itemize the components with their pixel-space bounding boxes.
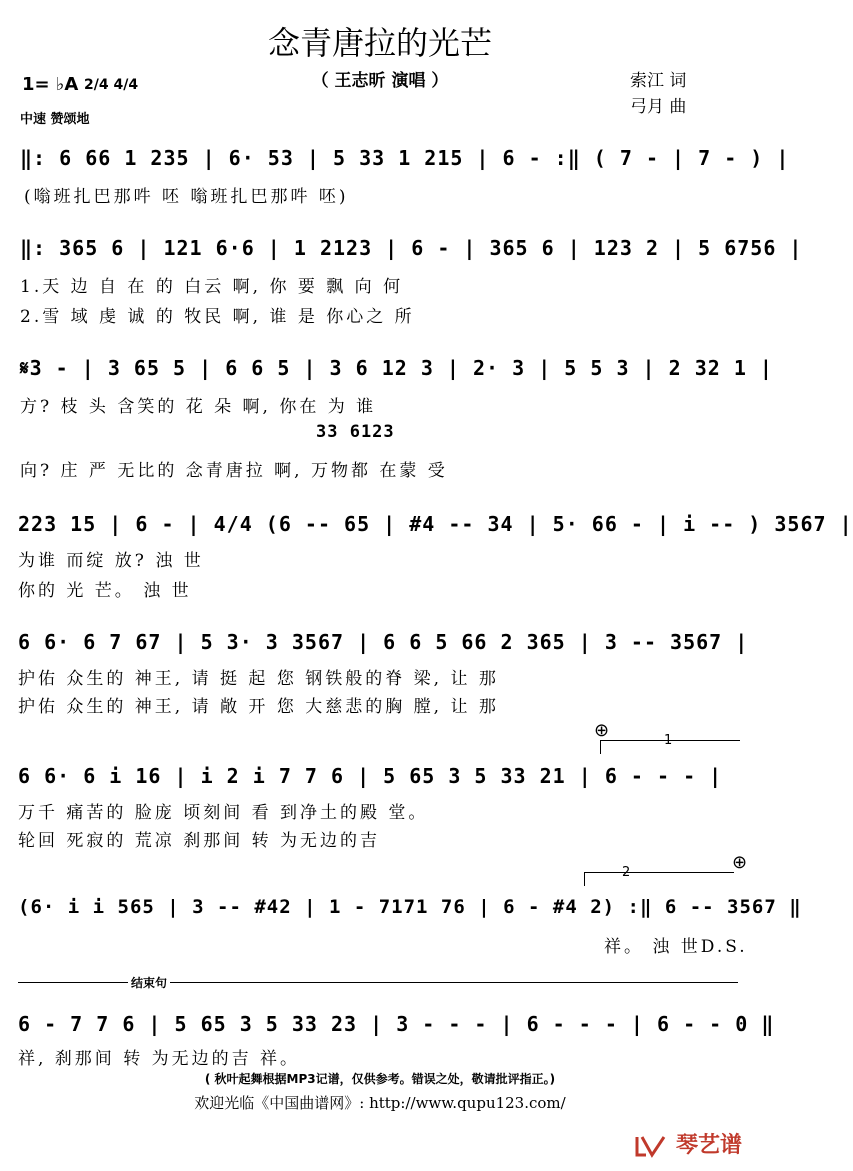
lyrics-row-2b: 2.雪 域 虔 诚 的 牧民 啊, 谁 是 你心之 所 (20, 307, 415, 327)
composer-credit: 弓月 曲 (630, 97, 687, 117)
tempo-marking: 中速 赞颂地 (20, 112, 90, 127)
coda-sign-icon-2: ⊕ (732, 852, 748, 873)
volta-2-label: 2 (622, 865, 631, 880)
notation-row-7: 6 6· 6 i 16 | i 2 i 7 7 6 | 5 65 3 5 33 21 | 6 - - - | (18, 764, 723, 788)
singer-credit: （ 王志昕 演唱 ） (311, 71, 449, 91)
lyrics-row-6a: 护佑 众生的 神王, 请 挺 起 您 钢铁般的脊 梁, 让 那 (18, 669, 499, 689)
volta-1-label: 1 (664, 733, 673, 748)
lyrics-row-7a: 万千 痛苦的 脸庞 顷刻间 看 到净土的殿 堂。 (18, 803, 429, 823)
lyrics-row-4: 向? 庄 严 无比的 念青唐拉 啊, 万物都 在蒙 受 (20, 461, 448, 481)
lyrics-row-5a: 为谁 而绽 放? 浊 世 (18, 551, 204, 571)
lyrics-row-6b: 护佑 众生的 神王, 请 敞 开 您 大慈悲的胸 膛, 让 那 (18, 697, 499, 717)
notation-row-4-alt: 33 6123 (316, 422, 395, 442)
notation-row-2: ‖: 365 6 | 121 6·6 | 1 2123 | 6 - | 365 6 | 123 2 | 5 6756 | (20, 236, 803, 260)
footer-note: ( 秋叶起舞根据MP3记谱，仅供参考。错误之处，敬请批评指正。) (204, 1072, 556, 1086)
lyrics-row-8: 祥。 浊 世D.S. (604, 937, 748, 957)
notation-row-1: ‖: 6 66 1 235 | 6· 53 | 5 33 1 215 | 6 - :‖ ( 7 - | 7 - ) | (20, 146, 790, 170)
notation-row-3: 𝄋3 - | 3 65 5 | 6 6 5 | 3 6 12 3 | 2· 3 | 5 5 3 | 2 32 1 | (20, 356, 773, 380)
lyrics-row-7b: 轮回 死寂的 荒凉 刹那间 转 为无边的吉 (18, 831, 381, 851)
notation-row-6: 6 6· 6 7 67 | 5 3· 3 3567 | 6 6 5 66 2 365 | 3 -- 3567 | (18, 630, 749, 654)
lyricist-credit: 索江 词 (630, 71, 687, 91)
notation-row-8: (6· i i 565 | 3 -- #42 | 1 - 7171 76 | 6 - #4 2) :‖ 6 -- 3567 ‖ (18, 896, 802, 918)
coda-sign-icon: ⊕ (594, 720, 610, 741)
time-signature: 2/4 4/4 (84, 77, 139, 93)
lyrics-row-1: (嗡班扎巴那吽 呸 嗡班扎巴那吽 呸) (24, 187, 349, 207)
logo-text: 琴艺谱 (675, 1133, 742, 1158)
notation-row-9: 6 - 7 7 6 | 5 65 3 5 33 23 | 3 - - - | 6 - - - | 6 - - 0 ‖ (18, 1012, 775, 1036)
page-title: 念青唐拉的光芒 (267, 24, 492, 62)
ending-section-label: 结束句 (128, 974, 170, 991)
lyrics-row-3: 方? 枝 头 含笑的 花 朵 啊, 你在 为 谁 (20, 397, 377, 417)
lyrics-row-5b: 你的 光 芒。 浊 世 (18, 581, 192, 601)
footer-site-link[interactable]: 欢迎光临《中国曲谱网》: http://www.qupu123.com/ (194, 1094, 566, 1112)
key-signature: 1= ♭A (22, 74, 79, 95)
lyrics-row-2a: 1.天 边 自 在 的 白云 啊, 你 要 飘 向 何 (20, 277, 404, 297)
notation-row-5: 223 15 | 6 - | 4/4 (6 -- 65 | #4 -- 34 | 5· 66 - | i -- ) 3567 | (18, 512, 853, 536)
logo-mark-icon (634, 1133, 668, 1159)
lyrics-row-9: 祥, 刹那间 转 为无边的吉 祥。 (18, 1049, 301, 1069)
site-logo (634, 1128, 742, 1159)
